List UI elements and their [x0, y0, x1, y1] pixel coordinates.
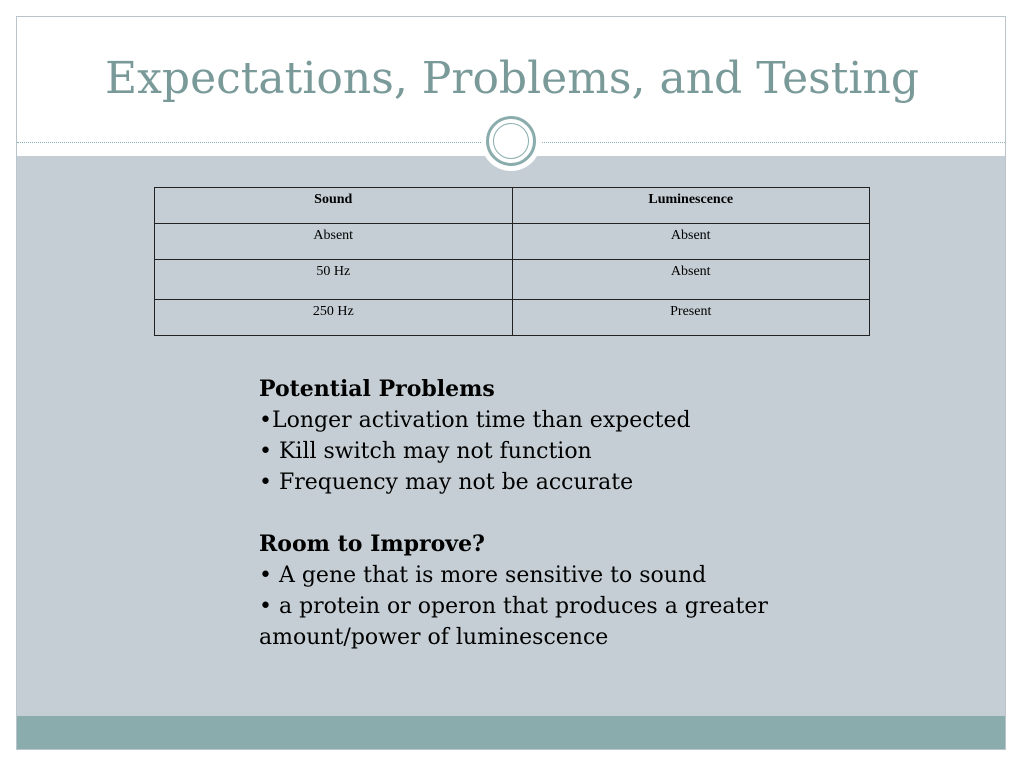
table-cell: 250 Hz: [155, 300, 513, 336]
footer-band: [17, 716, 1006, 750]
table-header-row: [155, 188, 870, 224]
notes-text-block: [259, 374, 779, 653]
room-to-improve-heading: Room to Improve?: [259, 531, 485, 557]
list-item: •Longer activation time than expected: [259, 408, 691, 433]
spacer: [259, 498, 779, 529]
table-cell: Present: [512, 300, 870, 336]
column-header-luminescence: Luminescence: [512, 188, 870, 224]
circle-ornament-icon: [481, 111, 541, 171]
table-row: [155, 224, 870, 260]
ornament-ring: [486, 116, 536, 166]
table-cell: Absent: [512, 260, 870, 300]
potential-problems-heading: Potential Problems: [259, 376, 495, 402]
list-item: • A gene that is more sensitive to sound: [259, 563, 707, 588]
ornament-inner-ring: [493, 123, 529, 159]
column-header-sound: Sound: [155, 188, 513, 224]
table-cell: Absent: [155, 224, 513, 260]
list-item: • Kill switch may not function: [259, 439, 592, 464]
results-table: [154, 187, 870, 336]
table-cell: 50 Hz: [155, 260, 513, 300]
list-item: • Frequency may not be accurate: [259, 470, 634, 495]
table-row: [155, 260, 870, 300]
slide-title: Expectations, Problems, and Testing: [104, 53, 920, 104]
table-cell: Absent: [512, 224, 870, 260]
list-item: • a protein or operon that produces a greater amount/power of luminescence: [259, 594, 768, 650]
slide: [16, 16, 1006, 750]
table-row: [155, 300, 870, 336]
